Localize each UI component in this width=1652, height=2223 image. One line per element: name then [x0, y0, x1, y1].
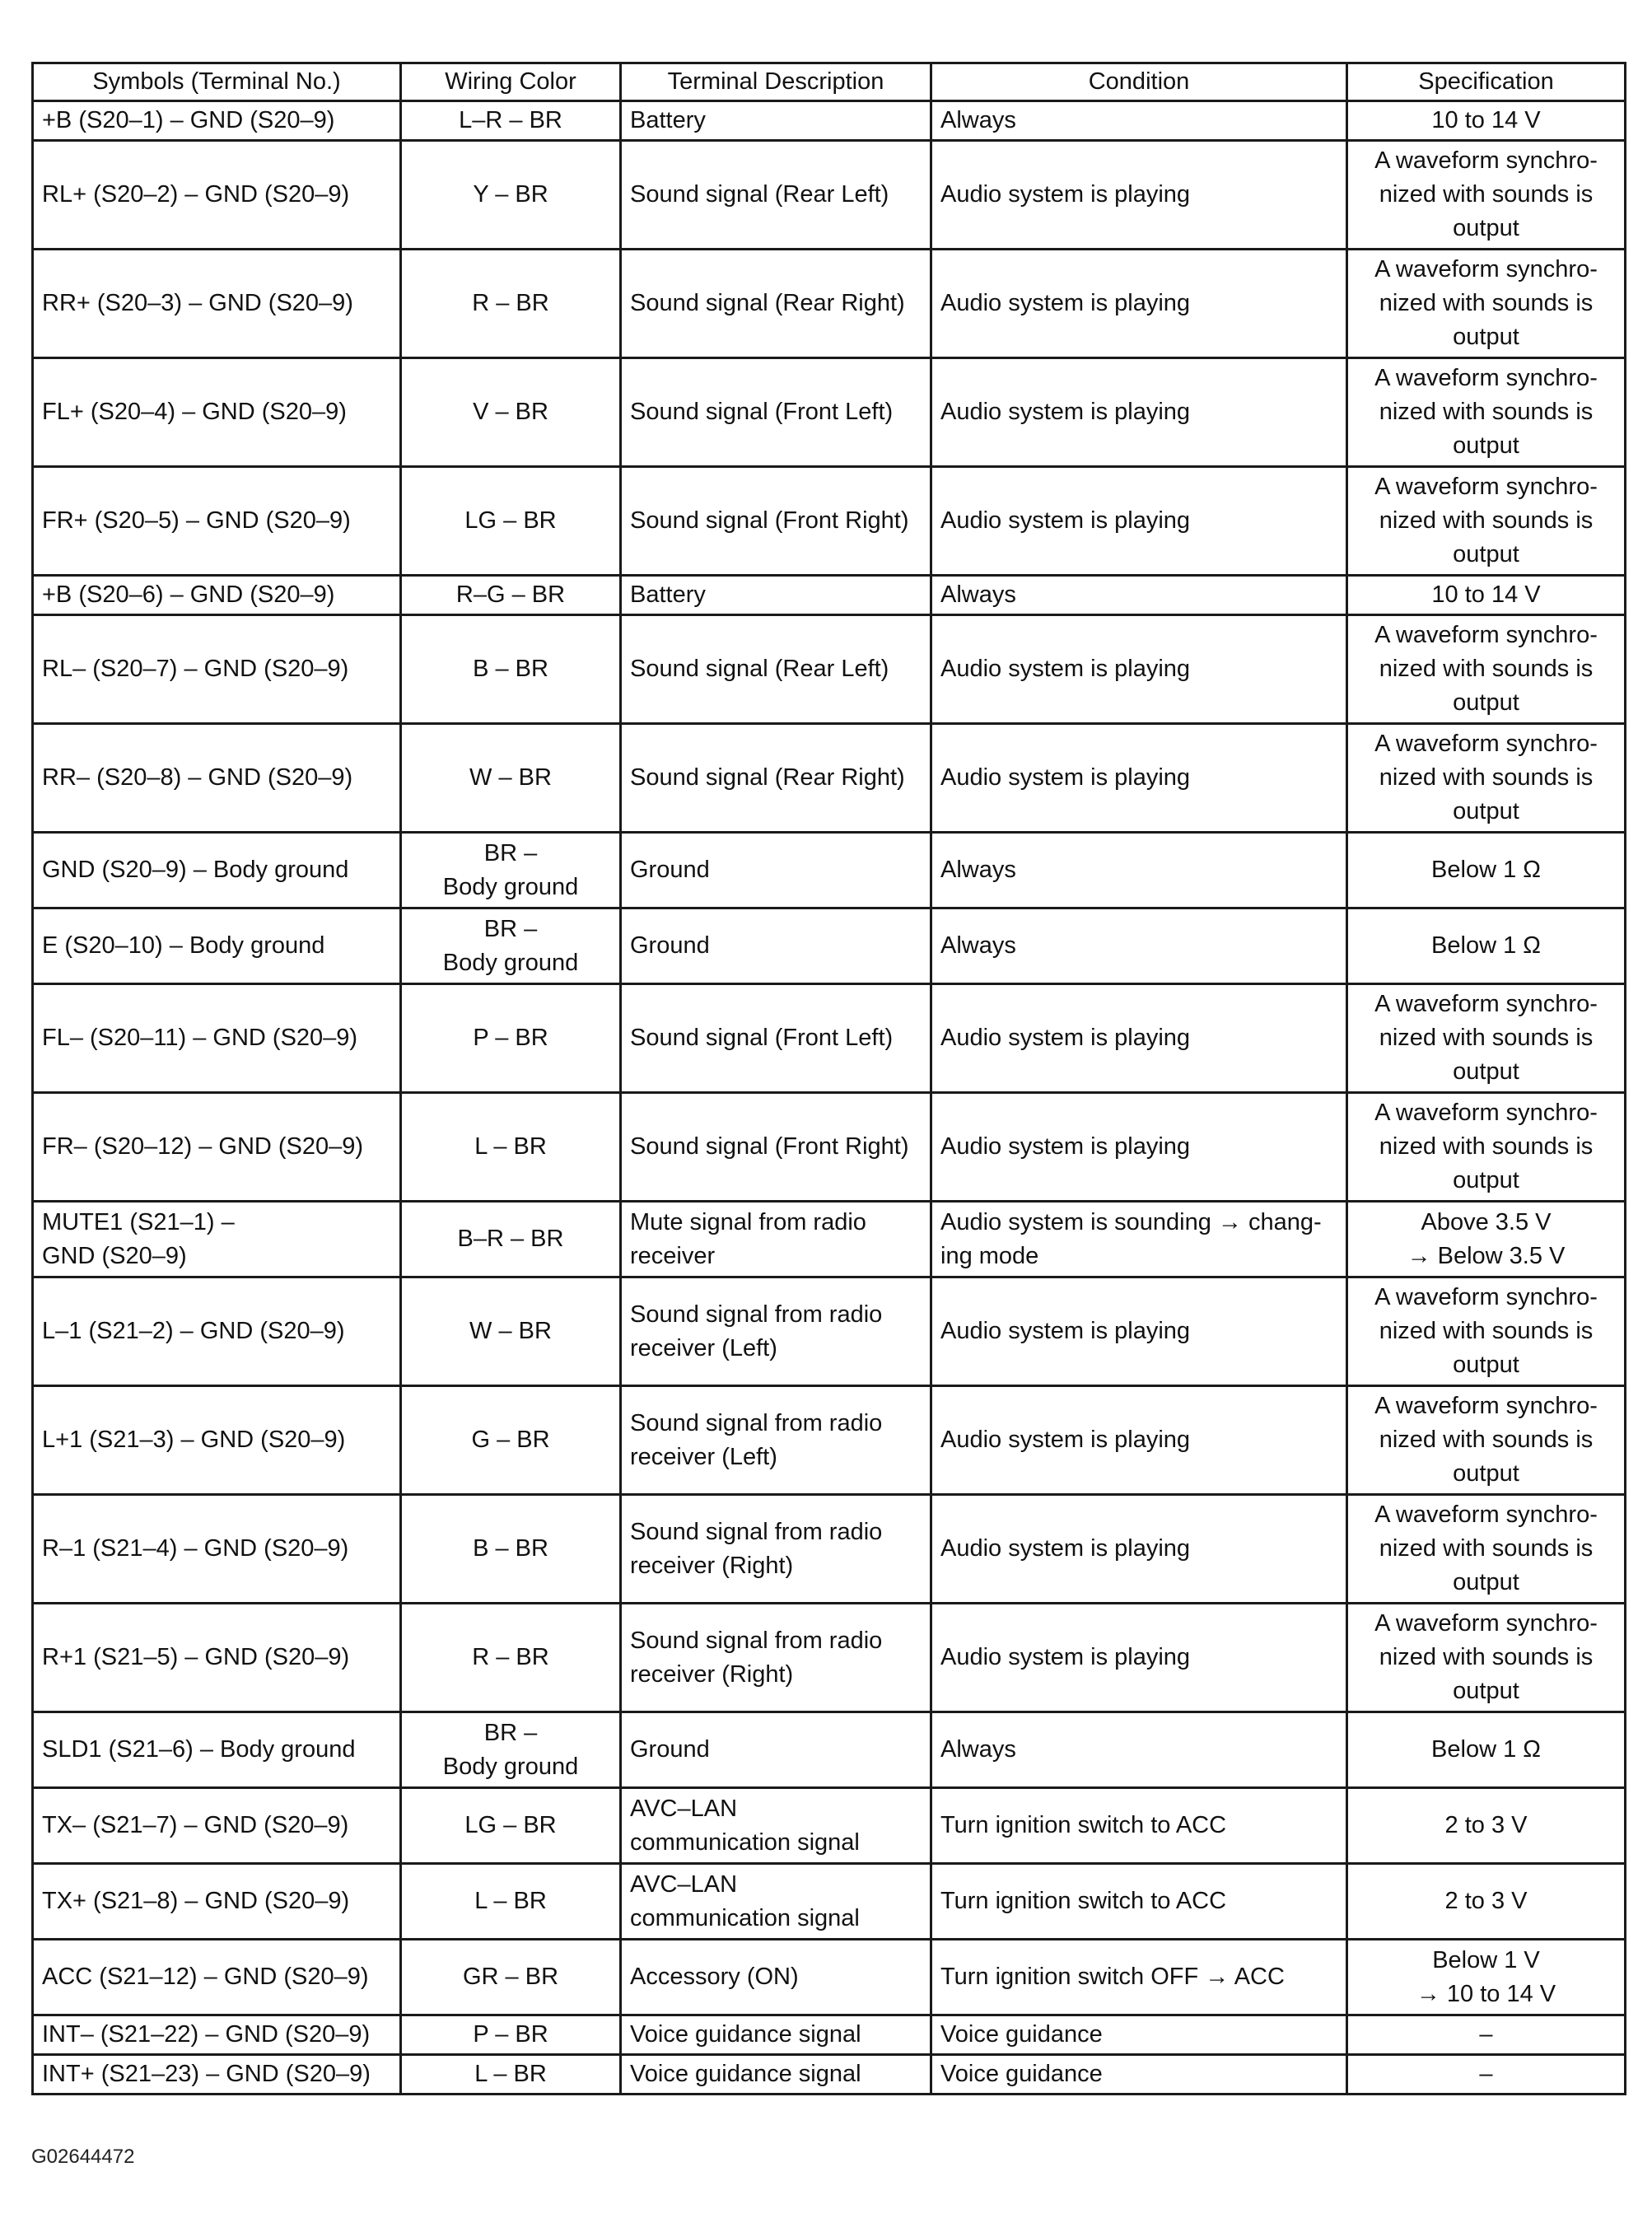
cell-symbol-text: ACC (S21–12) – GND (S20–9) [42, 1964, 369, 1990]
cell-symbol [33, 1495, 401, 1604]
cell-wiring-color-text: R – BR [472, 1644, 549, 1670]
cell-condition-text: Audio system is playing [940, 1644, 1191, 1670]
cell-condition [931, 1495, 1347, 1604]
cell-condition-text: Voice guidance [940, 2021, 1103, 2048]
cell-wiring-color-text: B – BR [473, 1535, 548, 1562]
cell-description-text: AVC–LAN communication signal [630, 1870, 860, 1931]
table-row [33, 1788, 1626, 1864]
cell-symbol-text: E (S20–10) – Body ground [42, 932, 325, 959]
cell-symbol [33, 250, 401, 358]
cell-description [621, 141, 931, 250]
cell-symbol-text: FL+ (S20–4) – GND (S20–9) [42, 399, 347, 425]
cell-wiring-color [401, 101, 621, 141]
cell-symbol [33, 2055, 401, 2095]
cell-condition-text: Audio system is playing [940, 1133, 1191, 1160]
cell-specification-text: A waveform synchro- nized with sounds is output [1374, 1501, 1598, 1595]
cell-wiring-color-text: B – BR [473, 656, 548, 682]
cell-symbol [33, 358, 401, 467]
cell-description [621, 1788, 931, 1864]
cell-wiring-color-text: R–G – BR [455, 581, 566, 608]
cell-condition-text: Always [940, 1736, 1016, 1763]
table-row [33, 1093, 1626, 1202]
table-row [33, 1495, 1626, 1604]
cell-specification [1347, 141, 1626, 250]
cell-symbol-text: SLD1 (S21–6) – Body ground [42, 1736, 356, 1763]
cell-condition-text: Audio system is sounding → chang- ing mode [940, 1208, 1322, 1269]
cell-condition-text: Always [940, 107, 1016, 133]
cell-wiring-color [401, 1940, 621, 2015]
cell-specification [1347, 1712, 1626, 1788]
cell-description [621, 467, 931, 576]
cell-symbol [33, 1386, 401, 1495]
cell-specification-text: A waveform synchro- nized with sounds is output [1374, 731, 1598, 824]
cell-wiring-color [401, 2015, 621, 2055]
cell-condition [931, 576, 1347, 615]
cell-symbol-text: INT+ (S21–23) – GND (S20–9) [42, 2061, 371, 2087]
cell-specification-text: Below 1 Ω [1431, 932, 1541, 959]
cell-symbol-text: MUTE1 (S21–1) – GND (S20–9) [42, 1208, 235, 1269]
cell-specification [1347, 1495, 1626, 1604]
cell-condition-text: Audio system is playing [940, 507, 1191, 534]
cell-symbol-text: R–1 (S21–4) – GND (S20–9) [42, 1535, 349, 1562]
cell-condition [931, 358, 1347, 467]
cell-condition-text: Turn ignition switch OFF → ACC [940, 1964, 1285, 1990]
table-body [33, 101, 1626, 2095]
cell-description-text: Ground [630, 1736, 710, 1763]
cell-symbol [33, 101, 401, 141]
cell-condition [931, 908, 1347, 984]
cell-wiring-color [401, 141, 621, 250]
cell-specification [1347, 1386, 1626, 1495]
cell-symbol-text: +B (S20–6) – GND (S20–9) [42, 581, 335, 608]
cell-specification [1347, 2055, 1626, 2095]
cell-specification-text: A waveform synchro- nized with sounds is output [1374, 1610, 1598, 1704]
cell-symbol [33, 576, 401, 615]
table-row [33, 1940, 1626, 2015]
cell-symbol-text: FL– (S20–11) – GND (S20–9) [42, 1025, 358, 1051]
table-row [33, 1202, 1626, 1277]
cell-description [621, 615, 931, 724]
cell-description-text: Ground [630, 932, 710, 959]
cell-description-text: Mute signal from radio receiver [630, 1208, 866, 1269]
cell-wiring-color [401, 1386, 621, 1495]
cell-wiring-color [401, 1864, 621, 1940]
cell-description [621, 250, 931, 358]
cell-symbol-text: +B (S20–1) – GND (S20–9) [42, 107, 335, 133]
cell-specification-text: 10 to 14 V [1431, 107, 1541, 133]
table-row [33, 358, 1626, 467]
cell-symbol-text: TX+ (S21–8) – GND (S20–9) [42, 1888, 350, 1914]
cell-symbol [33, 908, 401, 984]
table-row [33, 984, 1626, 1093]
table-row [33, 2015, 1626, 2055]
cell-wiring-color-text: P – BR [473, 1025, 548, 1051]
cell-symbol-text: INT– (S21–22) – GND (S20–9) [42, 2021, 371, 2048]
cell-condition [931, 833, 1347, 908]
cell-description [621, 1864, 931, 1940]
table-row [33, 101, 1626, 141]
cell-description-text: Sound signal (Front Left) [630, 1025, 894, 1051]
cell-condition-text: Audio system is playing [940, 764, 1191, 791]
cell-wiring-color [401, 1604, 621, 1712]
cell-description [621, 2015, 931, 2055]
cell-specification-text: 10 to 14 V [1431, 581, 1541, 608]
cell-specification [1347, 833, 1626, 908]
cell-wiring-color-text: R – BR [472, 290, 549, 316]
cell-condition-text: Always [940, 581, 1016, 608]
cell-wiring-color-text: GR – BR [462, 1964, 559, 1990]
cell-condition [931, 250, 1347, 358]
cell-symbol-text: RR+ (S20–3) – GND (S20–9) [42, 290, 353, 316]
cell-description-text: Sound signal (Rear Right) [630, 764, 905, 791]
cell-symbol-text: RR– (S20–8) – GND (S20–9) [42, 764, 353, 791]
cell-specification [1347, 1202, 1626, 1277]
cell-condition [931, 2055, 1347, 2095]
cell-condition [931, 615, 1347, 724]
cell-symbol [33, 1864, 401, 1940]
cell-description-text: Sound signal (Rear Left) [630, 656, 889, 682]
cell-wiring-color-text: P – BR [473, 2021, 548, 2048]
cell-specification-text: A waveform synchro- nized with sounds is output [1374, 147, 1598, 241]
cell-description-text: Sound signal from radio receiver (Left) [630, 1301, 883, 1361]
cell-condition [931, 1788, 1347, 1864]
cell-condition-text: Audio system is playing [940, 1025, 1191, 1051]
cell-condition-text: Audio system is playing [940, 399, 1191, 425]
cell-wiring-color-text: L – BR [474, 2061, 547, 2087]
cell-symbol [33, 1277, 401, 1386]
cell-symbol-text: R+1 (S21–5) – GND (S20–9) [42, 1644, 350, 1670]
cell-condition [931, 141, 1347, 250]
cell-condition-text: Audio system is playing [940, 1535, 1191, 1562]
cell-symbol [33, 1788, 401, 1864]
cell-specification-text: – [1479, 2061, 1493, 2087]
cell-wiring-color [401, 1277, 621, 1386]
cell-specification [1347, 984, 1626, 1093]
cell-description [621, 1093, 931, 1202]
cell-wiring-color [401, 1093, 621, 1202]
cell-description-text: Sound signal (Rear Left) [630, 181, 889, 208]
cell-symbol-text: L+1 (S21–3) – GND (S20–9) [42, 1427, 346, 1453]
cell-specification-text: A waveform synchro- nized with sounds is output [1374, 1100, 1598, 1193]
cell-wiring-color-text: BR – Body ground [442, 1719, 579, 1780]
cell-condition-text: Audio system is playing [940, 656, 1191, 682]
cell-condition-text: Turn ignition switch to ACC [940, 1812, 1227, 1838]
cell-specification-text: A waveform synchro- nized with sounds is output [1374, 1284, 1598, 1378]
table-row [33, 1386, 1626, 1495]
cell-wiring-color [401, 250, 621, 358]
table-row [33, 141, 1626, 250]
cell-symbol-text: FR+ (S20–5) – GND (S20–9) [42, 507, 351, 534]
cell-condition-text: Turn ignition switch to ACC [940, 1888, 1227, 1914]
cell-condition-text: Audio system is playing [940, 290, 1191, 316]
cell-specification-text: Below 1 V → 10 to 14 V [1416, 1946, 1556, 2007]
cell-wiring-color [401, 724, 621, 833]
cell-description [621, 1604, 931, 1712]
cell-description-text: AVC–LAN communication signal [630, 1795, 860, 1856]
cell-condition [931, 1864, 1347, 1940]
table-row [33, 615, 1626, 724]
header-symbols: Symbols (Terminal No.) [33, 63, 401, 101]
cell-description [621, 1386, 931, 1495]
cell-wiring-color-text: BR – Body ground [442, 915, 579, 976]
cell-description [621, 1277, 931, 1386]
cell-symbol-text: FR– (S20–12) – GND (S20–9) [42, 1133, 364, 1160]
table-row [33, 1604, 1626, 1712]
cell-symbol [33, 833, 401, 908]
cell-specification [1347, 358, 1626, 467]
cell-condition [931, 984, 1347, 1093]
header-terminal-description: Terminal Description [621, 63, 931, 101]
cell-description [621, 101, 931, 141]
cell-specification [1347, 1093, 1626, 1202]
cell-wiring-color [401, 615, 621, 724]
cell-description-text: Sound signal (Rear Right) [630, 290, 905, 316]
cell-condition [931, 1202, 1347, 1277]
cell-condition-text: Audio system is playing [940, 181, 1191, 208]
cell-wiring-color [401, 1202, 621, 1277]
cell-wiring-color-text: W – BR [469, 1318, 552, 1344]
cell-description [621, 1202, 931, 1277]
cell-condition [931, 467, 1347, 576]
cell-wiring-color-text: LG – BR [464, 1812, 557, 1838]
cell-symbol [33, 1093, 401, 1202]
table-row [33, 724, 1626, 833]
cell-specification [1347, 1940, 1626, 2015]
cell-symbol-text: L–1 (S21–2) – GND (S20–9) [42, 1318, 345, 1344]
cell-wiring-color [401, 1788, 621, 1864]
cell-description-text: Sound signal (Front Right) [630, 507, 909, 534]
cell-description [621, 1495, 931, 1604]
cell-symbol-text: RL+ (S20–2) – GND (S20–9) [42, 181, 350, 208]
cell-condition [931, 724, 1347, 833]
header-row [33, 63, 1626, 101]
table-row [33, 1864, 1626, 1940]
table-row [33, 576, 1626, 615]
cell-description [621, 984, 931, 1093]
cell-symbol [33, 1604, 401, 1712]
cell-condition [931, 1093, 1347, 1202]
header-condition: Condition [931, 63, 1347, 101]
cell-symbol [33, 141, 401, 250]
cell-specification-text: Below 1 Ω [1431, 857, 1541, 883]
cell-description-text: Sound signal (Front Right) [630, 1133, 909, 1160]
cell-wiring-color [401, 833, 621, 908]
cell-symbol [33, 1202, 401, 1277]
cell-symbol [33, 2015, 401, 2055]
cell-wiring-color [401, 984, 621, 1093]
cell-description-text: Battery [630, 581, 706, 608]
cell-specification [1347, 467, 1626, 576]
cell-condition-text: Audio system is playing [940, 1318, 1191, 1344]
cell-condition [931, 1277, 1347, 1386]
cell-specification [1347, 1604, 1626, 1712]
header-wiring-color: Wiring Color [401, 63, 621, 101]
cell-description-text: Battery [630, 107, 706, 133]
cell-description [621, 2055, 931, 2095]
cell-wiring-color-text: V – BR [473, 399, 548, 425]
table-row [33, 1712, 1626, 1788]
header-specification: Specification [1347, 63, 1626, 101]
cell-condition [931, 1386, 1347, 1495]
cell-description [621, 1940, 931, 2015]
cell-specification-text: A waveform synchro- nized with sounds is output [1374, 991, 1598, 1085]
cell-specification [1347, 908, 1626, 984]
cell-specification [1347, 101, 1626, 141]
cell-description-text: Ground [630, 857, 710, 883]
cell-description-text: Voice guidance signal [630, 2061, 861, 2087]
cell-description [621, 908, 931, 984]
cell-description-text: Sound signal from radio receiver (Right) [630, 1518, 883, 1579]
cell-specification [1347, 1864, 1626, 1940]
cell-description [621, 576, 931, 615]
cell-specification [1347, 1277, 1626, 1386]
cell-wiring-color-text: L–R – BR [459, 107, 562, 133]
cell-symbol-text: GND (S20–9) – Body ground [42, 857, 349, 883]
cell-condition-text: Voice guidance [940, 2061, 1103, 2087]
cell-specification-text: – [1479, 2021, 1493, 2048]
cell-symbol [33, 467, 401, 576]
cell-symbol [33, 724, 401, 833]
cell-description-text: Accessory (ON) [630, 1964, 799, 1990]
table-row [33, 908, 1626, 984]
cell-wiring-color [401, 467, 621, 576]
table-row [33, 250, 1626, 358]
cell-symbol [33, 1712, 401, 1788]
cell-wiring-color [401, 358, 621, 467]
cell-condition-text: Always [940, 857, 1016, 883]
cell-specification-text: A waveform synchro- nized with sounds is output [1374, 622, 1598, 716]
cell-condition [931, 1940, 1347, 2015]
cell-specification [1347, 250, 1626, 358]
cell-condition-text: Always [940, 932, 1016, 959]
table-row [33, 2055, 1626, 2095]
cell-symbol [33, 984, 401, 1093]
cell-symbol [33, 615, 401, 724]
cell-wiring-color-text: G – BR [471, 1427, 550, 1453]
cell-wiring-color [401, 1712, 621, 1788]
cell-specification-text: Above 3.5 V → Below 3.5 V [1407, 1208, 1566, 1269]
cell-condition [931, 101, 1347, 141]
cell-specification-text: 2 to 3 V [1444, 1888, 1528, 1914]
cell-description [621, 724, 931, 833]
cell-wiring-color [401, 2055, 621, 2095]
cell-specification-text: A waveform synchro- nized with sounds is output [1374, 256, 1598, 350]
cell-wiring-color-text: Y – BR [473, 181, 548, 208]
table-row [33, 1277, 1626, 1386]
cell-condition [931, 1604, 1347, 1712]
cell-description [621, 358, 931, 467]
cell-description-text: Sound signal from radio receiver (Left) [630, 1409, 883, 1470]
cell-specification-text: A waveform synchro- nized with sounds is output [1374, 1393, 1598, 1487]
cell-wiring-color-text: B–R – BR [457, 1226, 564, 1252]
cell-specification [1347, 724, 1626, 833]
cell-specification-text: A waveform synchro- nized with sounds is output [1374, 365, 1598, 459]
cell-description [621, 1712, 931, 1788]
cell-symbol-text: RL– (S20–7) – GND (S20–9) [42, 656, 349, 682]
cell-condition [931, 1712, 1347, 1788]
cell-specification [1347, 2015, 1626, 2055]
cell-symbol-text: TX– (S21–7) – GND (S20–9) [42, 1812, 349, 1838]
cell-condition-text: Audio system is playing [940, 1427, 1191, 1453]
table-row [33, 467, 1626, 576]
cell-wiring-color-text: LG – BR [464, 507, 557, 534]
cell-specification [1347, 615, 1626, 724]
cell-wiring-color-text: BR – Body ground [442, 839, 579, 900]
figure-id: G02644472 [31, 2146, 135, 2168]
cell-description-text: Sound signal (Front Left) [630, 399, 894, 425]
cell-wiring-color-text: L – BR [474, 1133, 547, 1160]
cell-symbol [33, 1940, 401, 2015]
cell-description-text: Voice guidance signal [630, 2021, 861, 2048]
table-row [33, 833, 1626, 908]
cell-specification [1347, 576, 1626, 615]
cell-condition [931, 2015, 1347, 2055]
cell-specification [1347, 1788, 1626, 1864]
cell-description-text: Sound signal from radio receiver (Right) [630, 1627, 883, 1688]
cell-specification-text: A waveform synchro- nized with sounds is output [1374, 474, 1598, 567]
terminal-spec-table [31, 62, 1626, 2095]
cell-wiring-color [401, 908, 621, 984]
cell-specification-text: 2 to 3 V [1444, 1812, 1528, 1838]
cell-wiring-color [401, 1495, 621, 1604]
cell-wiring-color-text: L – BR [474, 1888, 547, 1914]
cell-description [621, 833, 931, 908]
cell-specification-text: Below 1 Ω [1431, 1736, 1541, 1763]
cell-wiring-color [401, 576, 621, 615]
cell-wiring-color-text: W – BR [469, 764, 552, 791]
